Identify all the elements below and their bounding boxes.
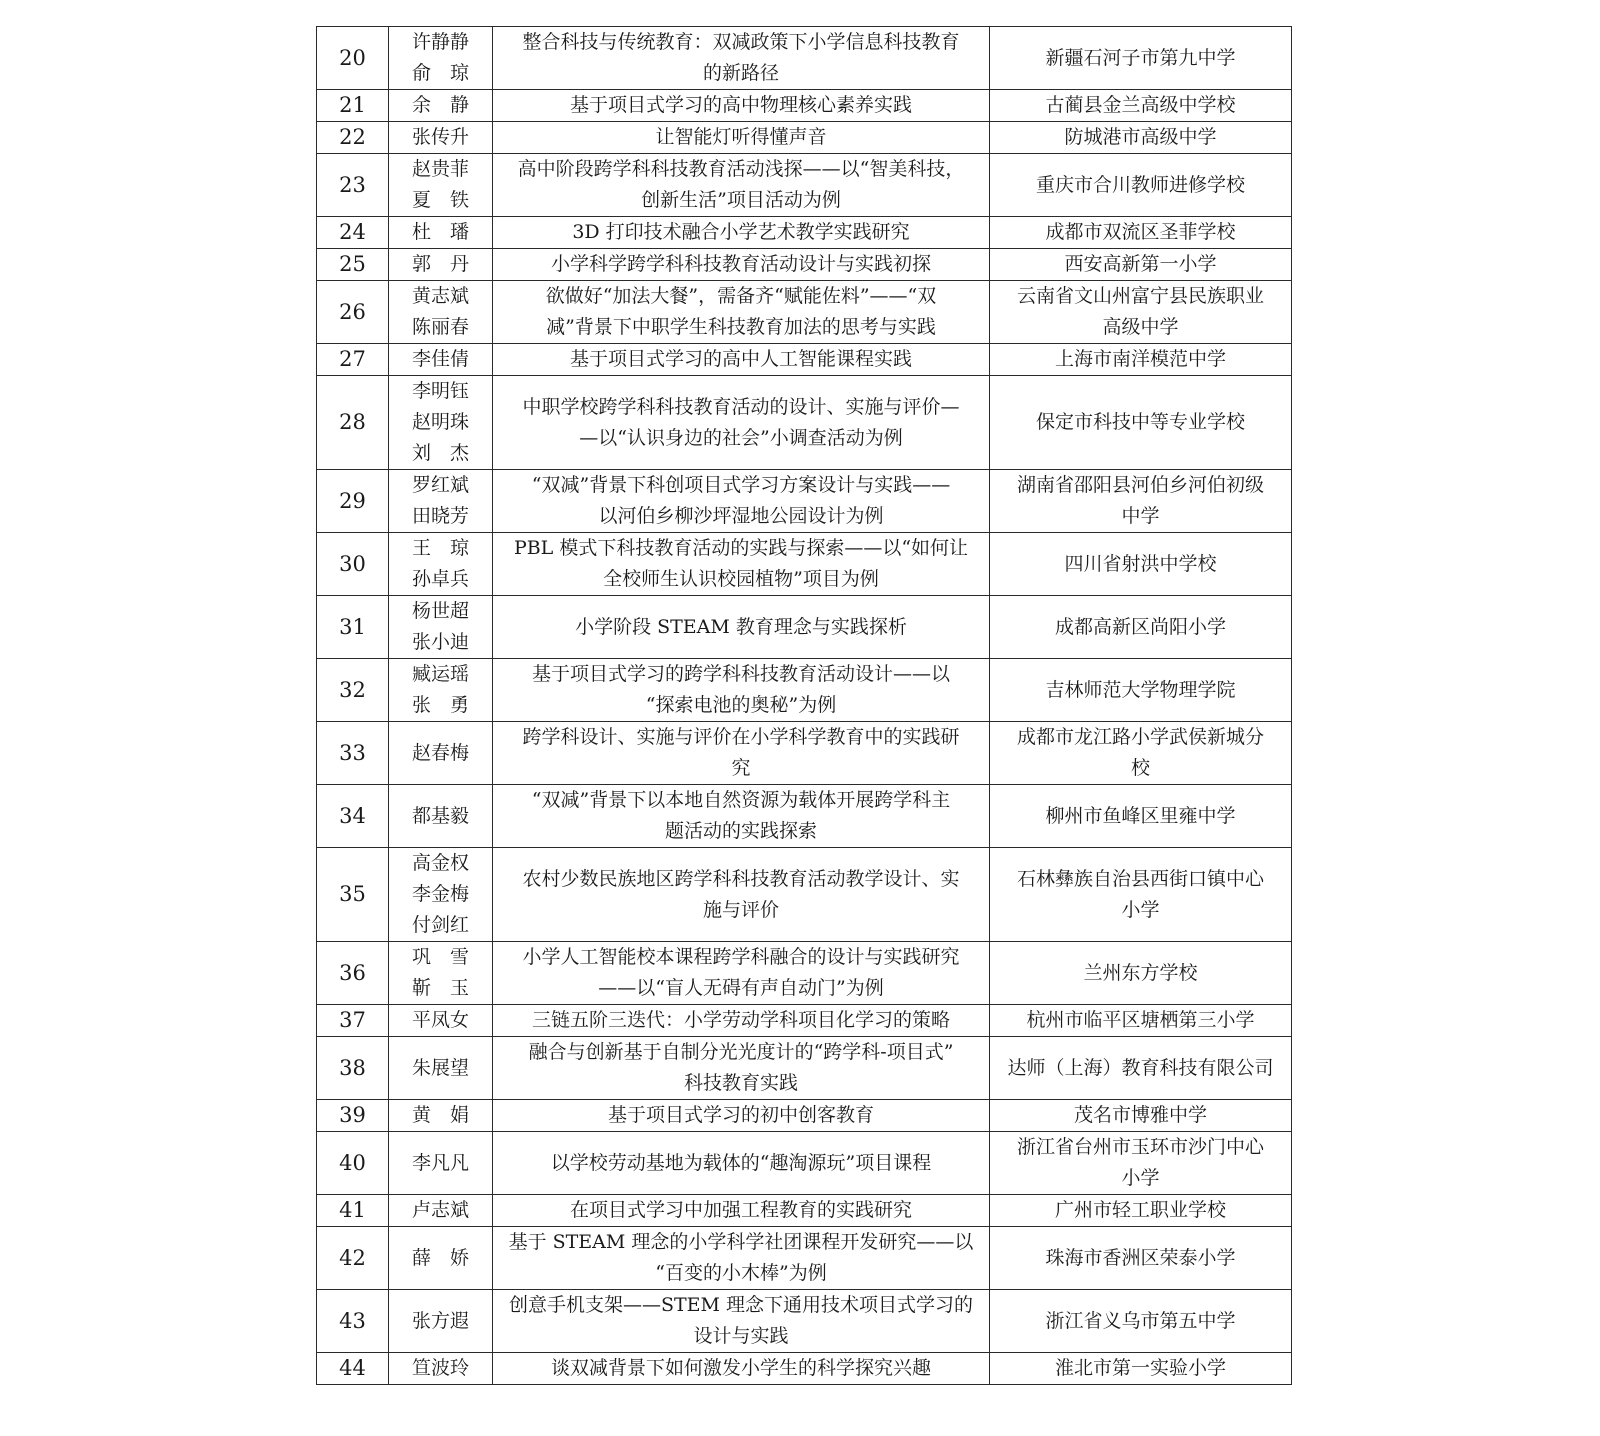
unit-line: 达师（上海）教育科技有限公司 [1007, 1056, 1274, 1079]
unit-line: 防城港市高级中学 [1064, 126, 1217, 148]
title-line: 基于项目式学习的跨学科科技教育活动设计——以 [531, 663, 950, 685]
author-cell [389, 1290, 493, 1353]
row-number: 44 [317, 1353, 389, 1385]
title-line: 以学校劳动基地为载体的“趣淘源玩”项目课程 [550, 1151, 932, 1174]
row-number: 32 [317, 659, 389, 722]
title-line: “探索电池的奥秘”为例 [645, 694, 837, 716]
table-row [317, 785, 1292, 848]
author-name: 李凡凡 [411, 1151, 469, 1174]
author-name: 陈丽春 [411, 316, 469, 338]
author-name: 杨世超 [411, 600, 469, 622]
author-name: 郭 丹 [411, 253, 469, 275]
unit-line: 校 [1130, 757, 1150, 779]
author-name: 许静静 [411, 31, 469, 53]
title-cell [493, 533, 990, 596]
author-cell [389, 722, 493, 785]
author-cell [389, 1037, 493, 1100]
title-line: 科技教育实践 [683, 1072, 798, 1094]
unit-cell [990, 27, 1292, 90]
author-cell [389, 533, 493, 596]
title-line: 施与评价 [702, 898, 779, 921]
title-cell [493, 942, 990, 1005]
author-cell [389, 848, 493, 942]
author-name: 赵春梅 [411, 741, 469, 764]
title-line: 基于项目式学习的高中物理核心素养实践 [569, 94, 912, 116]
title-line: 创意手机支架——STEM 理念下通用技术项目式学习的 [508, 1294, 974, 1316]
unit-line: 成都市双流区圣菲学校 [1045, 221, 1236, 243]
unit-line: 珠海市香洲区荣泰小学 [1045, 1246, 1236, 1269]
unit-cell [990, 376, 1292, 470]
title-cell [493, 659, 990, 722]
title-cell [493, 249, 990, 281]
author-name: 刘 杰 [411, 442, 469, 464]
unit-line: 石林彝族自治县西街口镇中心 [1016, 867, 1264, 890]
author-cell [389, 470, 493, 533]
author-cell [389, 27, 493, 90]
row-number: 34 [317, 785, 389, 848]
title-line: “双减”背景下以本地自然资源为载体开展跨学科主 [531, 789, 951, 811]
title-line: 跨学科设计、实施与评价在小学科学教育中的实践研 [522, 726, 960, 748]
title-line: 高中阶段跨学科科技教育活动浅探——以“智美科技， [517, 158, 965, 180]
row-number: 24 [317, 217, 389, 249]
title-cell [493, 1005, 990, 1037]
title-line: 基于项目式学习的初中创客教育 [607, 1104, 874, 1126]
table-row [317, 1037, 1292, 1100]
title-line: 创新生活”项目活动为例 [641, 189, 841, 211]
award-list-table [316, 26, 1292, 1385]
title-line: 融合与创新基于自制分光光度计的“跨学科-项目式” [528, 1041, 954, 1063]
table-row [317, 90, 1292, 122]
table-row [317, 249, 1292, 281]
title-cell [493, 217, 990, 249]
title-line: PBL 模式下科技教育活动的实践与探索——以“如何让 [513, 537, 969, 559]
title-line: “百变的小木棒”为例 [655, 1262, 827, 1284]
unit-cell [990, 1005, 1292, 1037]
unit-cell [990, 154, 1292, 217]
title-line: 小学人工智能校本课程跨学科融合的设计与实践研究 [522, 946, 960, 968]
unit-line: 浙江省义乌市第五中学 [1045, 1309, 1236, 1332]
unit-cell [990, 659, 1292, 722]
author-name: 薛 娇 [411, 1246, 469, 1269]
author-cell [389, 154, 493, 217]
table-row [317, 154, 1292, 217]
title-line: 题活动的实践探索 [664, 820, 817, 842]
title-cell [493, 376, 990, 470]
unit-line: 云南省文山州富宁县民族职业 [1016, 285, 1264, 307]
title-line: “双减”背景下科创项目式学习方案设计与实践—— [531, 474, 951, 496]
title-cell [493, 1132, 990, 1195]
author-cell [389, 785, 493, 848]
unit-cell [990, 942, 1292, 1005]
author-cell [389, 942, 493, 1005]
author-cell [389, 281, 493, 344]
row-number: 27 [317, 344, 389, 376]
unit-cell [990, 785, 1292, 848]
author-name: 张小迪 [411, 631, 469, 653]
author-name: 杜 璠 [411, 221, 469, 243]
title-line: 中职学校跨学科科技教育活动的设计、实施与评价— [522, 395, 960, 418]
row-number: 41 [317, 1195, 389, 1227]
unit-line: 茂名市博雅中学 [1073, 1104, 1207, 1126]
title-line: 究 [731, 757, 751, 779]
unit-cell [990, 122, 1292, 154]
author-name: 巩 雪 [411, 946, 469, 968]
title-cell [493, 344, 990, 376]
title-cell [493, 1037, 990, 1100]
unit-line: 新疆石河子市第九中学 [1045, 46, 1236, 69]
author-name: 卢志斌 [411, 1199, 469, 1221]
title-line: 谈双减背景下如何激发小学生的科学探究兴趣 [550, 1357, 931, 1379]
title-cell [493, 848, 990, 942]
title-cell [493, 27, 990, 90]
row-number: 26 [317, 281, 389, 344]
unit-line: 高级中学 [1102, 316, 1179, 338]
title-line: 减”背景下中职学生科技教育加法的思考与实践 [546, 316, 936, 338]
unit-line: 四川省射洪中学校 [1064, 552, 1217, 575]
table-row [317, 1227, 1292, 1290]
row-number: 42 [317, 1227, 389, 1290]
table-row [317, 1100, 1292, 1132]
unit-cell [990, 281, 1292, 344]
title-line: 的新路径 [702, 62, 779, 84]
unit-cell [990, 249, 1292, 281]
unit-line: 上海市南洋模范中学 [1054, 348, 1226, 370]
title-cell [493, 90, 990, 122]
table-row [317, 1290, 1292, 1353]
unit-cell [990, 722, 1292, 785]
unit-line: 浙江省台州市玉环市沙门中心 [1016, 1136, 1264, 1158]
title-cell [493, 281, 990, 344]
table-row [317, 722, 1292, 785]
author-name: 罗红斌 [411, 474, 469, 496]
author-name: 付剑红 [411, 914, 469, 936]
row-number: 31 [317, 596, 389, 659]
author-name: 黄志斌 [411, 285, 469, 307]
unit-cell [990, 1132, 1292, 1195]
author-name: 李金梅 [411, 883, 469, 905]
table-row [317, 344, 1292, 376]
author-name: 田晓芳 [411, 505, 469, 527]
unit-cell [990, 848, 1292, 942]
table-row [317, 533, 1292, 596]
author-cell [389, 217, 493, 249]
author-cell [389, 249, 493, 281]
table-row [317, 659, 1292, 722]
table-row [317, 942, 1292, 1005]
title-line: 3D 打印技术融合小学艺术教学实践研究 [572, 221, 910, 243]
table-row [317, 281, 1292, 344]
author-name: 黄 娟 [411, 1104, 469, 1126]
table-row [317, 596, 1292, 659]
row-number: 21 [317, 90, 389, 122]
author-name: 俞 琼 [411, 62, 469, 84]
row-number: 33 [317, 722, 389, 785]
unit-line: 杭州市临平区塘栖第三小学 [1026, 1009, 1255, 1031]
unit-cell [990, 1227, 1292, 1290]
author-name: 笪波玲 [411, 1357, 469, 1379]
title-cell [493, 122, 990, 154]
author-name: 高金权 [411, 852, 469, 874]
unit-line: 古蔺县金兰高级中学校 [1045, 94, 1236, 116]
author-name: 张方遐 [411, 1309, 469, 1332]
unit-line: 吉林师范大学物理学院 [1045, 678, 1236, 701]
author-cell [389, 122, 493, 154]
unit-line: 湖南省邵阳县河伯乡河伯初级 [1016, 474, 1264, 496]
title-cell [493, 785, 990, 848]
row-number: 36 [317, 942, 389, 1005]
title-line: 让智能灯听得懂声音 [655, 126, 827, 148]
row-number: 29 [317, 470, 389, 533]
author-name: 张 勇 [411, 694, 469, 716]
unit-cell [990, 90, 1292, 122]
title-cell [493, 722, 990, 785]
title-line: 基于 STEAM 理念的小学科学社团课程开发研究——以 [508, 1231, 974, 1253]
unit-cell [990, 533, 1292, 596]
unit-cell [990, 470, 1292, 533]
table-row [317, 1195, 1292, 1227]
unit-line: 西安高新第一小学 [1064, 253, 1217, 275]
author-name: 余 静 [411, 94, 469, 116]
table-row [317, 376, 1292, 470]
author-cell [389, 596, 493, 659]
author-cell [389, 1353, 493, 1385]
author-cell [389, 1100, 493, 1132]
author-name: 平凤女 [411, 1009, 469, 1031]
unit-cell [990, 1353, 1292, 1385]
unit-cell [990, 1290, 1292, 1353]
author-cell [389, 1195, 493, 1227]
title-line: 小学阶段 STEAM 教育理念与实践探析 [575, 615, 907, 638]
author-cell [389, 90, 493, 122]
title-cell [493, 154, 990, 217]
title-cell [493, 470, 990, 533]
title-line: 设计与实践 [693, 1325, 789, 1347]
title-line: ——以“盲人无碍有声自动门”为例 [598, 977, 884, 999]
row-number: 43 [317, 1290, 389, 1353]
author-name: 都基毅 [411, 804, 469, 827]
unit-cell [990, 1195, 1292, 1227]
unit-line: 柳州市鱼峰区里雍中学 [1045, 804, 1236, 827]
row-number: 39 [317, 1100, 389, 1132]
title-line: 在项目式学习中加强工程教育的实践研究 [569, 1199, 912, 1221]
row-number: 37 [317, 1005, 389, 1037]
author-name: 夏 铁 [411, 189, 469, 211]
author-cell [389, 1132, 493, 1195]
title-cell [493, 1290, 990, 1353]
row-number: 20 [317, 27, 389, 90]
unit-cell [990, 1037, 1292, 1100]
row-number: 22 [317, 122, 389, 154]
title-cell [493, 1227, 990, 1290]
author-name: 赵贵菲 [411, 158, 469, 180]
author-cell [389, 1227, 493, 1290]
title-line: 欲做好“加法大餐”，需备齐“赋能佐料”——“双 [545, 285, 937, 307]
row-number: 35 [317, 848, 389, 942]
row-number: 25 [317, 249, 389, 281]
table-row [317, 470, 1292, 533]
title-cell [493, 1100, 990, 1132]
author-name: 孙卓兵 [411, 568, 469, 590]
unit-cell [990, 217, 1292, 249]
title-line: 小学科学跨学科科技教育活动设计与实践初探 [550, 253, 931, 275]
unit-line: 广州市轻工职业学校 [1054, 1199, 1226, 1221]
title-cell [493, 1195, 990, 1227]
author-name: 臧运瑶 [411, 663, 469, 685]
unit-cell [990, 344, 1292, 376]
title-cell [493, 1353, 990, 1385]
row-number: 30 [317, 533, 389, 596]
table-row [317, 1132, 1292, 1195]
author-name: 李佳倩 [411, 348, 469, 370]
unit-line: 中学 [1121, 505, 1160, 527]
title-cell [493, 596, 990, 659]
author-name: 朱展望 [411, 1056, 469, 1079]
title-line: 整合科技与传统教育：双减政策下小学信息科技教育 [522, 31, 960, 53]
table-body [317, 27, 1292, 1385]
table-row [317, 848, 1292, 942]
author-name: 王 琼 [411, 537, 469, 559]
author-cell [389, 376, 493, 470]
author-cell [389, 1005, 493, 1037]
unit-line: 兰州东方学校 [1083, 961, 1198, 984]
author-cell [389, 344, 493, 376]
table-row [317, 27, 1292, 90]
unit-line: 重庆市合川教师进修学校 [1035, 173, 1245, 196]
row-number: 38 [317, 1037, 389, 1100]
unit-line: 成都高新区尚阳小学 [1054, 615, 1226, 638]
row-number: 23 [317, 154, 389, 217]
author-name: 赵明珠 [411, 411, 469, 433]
unit-line: 小学 [1121, 1167, 1160, 1189]
title-line: 基于项目式学习的高中人工智能课程实践 [569, 348, 912, 370]
table-row [317, 1005, 1292, 1037]
author-name: 靳 玉 [411, 977, 469, 999]
title-line: 以河伯乡柳沙坪湿地公园设计为例 [598, 505, 884, 527]
title-line: —以“认识身边的社会”小调查活动为例 [579, 426, 903, 449]
title-line: 农村少数民族地区跨学科科技教育活动教学设计、实 [522, 867, 960, 890]
row-number: 40 [317, 1132, 389, 1195]
unit-line: 淮北市第一实验小学 [1054, 1357, 1226, 1379]
title-line: 全校师生认识校园植物”项目为例 [603, 568, 879, 590]
table-row [317, 122, 1292, 154]
unit-line: 成都市龙江路小学武侯新城分 [1016, 726, 1264, 748]
unit-cell [990, 596, 1292, 659]
author-cell [389, 659, 493, 722]
unit-line: 保定市科技中等专业学校 [1035, 411, 1245, 433]
unit-line: 小学 [1121, 898, 1160, 921]
author-name: 李明钰 [411, 380, 469, 402]
title-line: 三链五阶三迭代：小学劳动学科项目化学习的策略 [531, 1009, 950, 1031]
unit-cell [990, 1100, 1292, 1132]
row-number: 28 [317, 376, 389, 470]
table-row [317, 217, 1292, 249]
table-row [317, 1353, 1292, 1385]
author-name: 张传升 [411, 126, 469, 148]
